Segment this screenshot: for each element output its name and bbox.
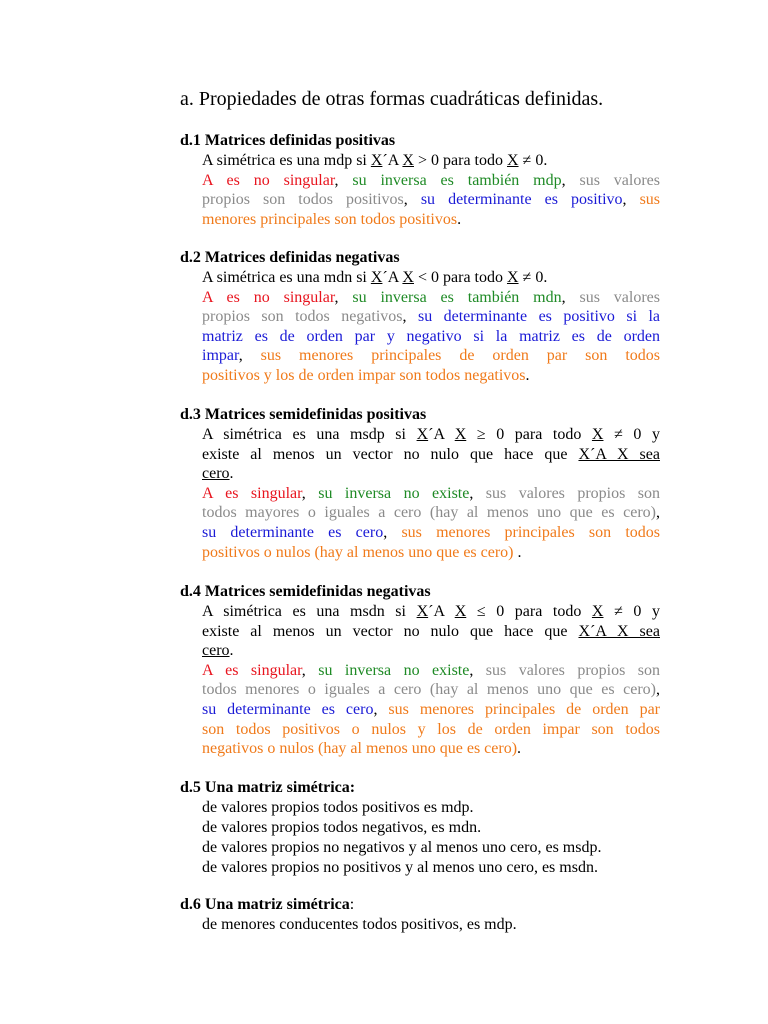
section-body [202,915,660,935]
text: > 0 para todo [413,152,507,169]
definition-line [202,445,660,465]
section-body [202,151,660,229]
determinant-text: su determinante es positivo si la [417,308,660,326]
section-heading: d.1 Matrices definidas positivas [180,132,396,149]
minors-text: son todos positivos o nulos y los de orden impar son todos [202,720,660,738]
separator: , [301,484,319,502]
separator: , [403,191,421,209]
property-line [202,661,660,681]
text: ≤ 0 para todo [466,603,592,620]
minors-text: sus menores principales de orden par son todos [260,347,660,365]
text: ´A [428,603,455,620]
vector-x: X [416,603,429,620]
separator: , [301,661,319,679]
separator: , [622,191,640,209]
definition-line [202,268,660,288]
text: A simétrica es una mdp si [202,152,371,169]
minors-text: sus menores principales de orden par [388,700,660,718]
section-heading: d.3 Matrices semidefinidas positivas [180,406,427,423]
eigenvalues-text: todos mayores o iguales a cero (hay al menos uno que es cero) [202,504,656,522]
vector-x: X [454,426,467,443]
text: existe al menos un vector no nulo que hace que [202,622,579,640]
text: A simétrica es una msdp si [202,426,417,443]
section-d5 [180,778,660,878]
definition-line [202,622,660,642]
minors-text: menores principales son todos positivos [202,210,458,228]
vector-x: X [402,269,414,286]
minors-text: sus [639,191,661,209]
minors-text: sus menores principales son todos [401,523,661,541]
separator: , [561,171,580,189]
vector-x: X [402,152,414,169]
separator: . [525,366,530,384]
vector-x: X [591,603,604,620]
text: A simétrica es una mdn si [202,269,371,286]
section-body [202,602,660,759]
separator: , [656,504,660,522]
property-line [202,366,660,386]
eigenvalues-text: sus valores [579,171,661,189]
separator: , [469,484,486,502]
section-heading [180,895,660,915]
section-d6 [180,895,660,935]
separator: , [561,288,580,306]
separator: . [517,740,522,758]
property-line [202,720,660,740]
vector-x: X [370,152,383,169]
text: ´A [428,426,455,443]
property-line [202,680,660,700]
text: A simétrica es una msdn si [202,603,417,620]
definition-line [202,425,660,445]
section-body [202,268,660,386]
section-d1 [180,131,660,229]
list-item: de valores propios no positivos y al menos uno cero, es msdn. [202,859,598,876]
singularity-text: A es no singular [202,171,335,189]
inverse-text: su inversa no existe [318,661,470,679]
separator: , [656,681,660,699]
property-line [202,346,660,366]
property-line [202,210,660,230]
section-heading: d.5 Una matriz simétrica: [180,779,356,796]
separator: . [513,543,522,561]
property-line [202,484,660,504]
section-d4 [180,582,660,759]
property-line [202,307,660,327]
heading-text: d.6 Una matriz simétrica [180,896,350,913]
property-line [202,327,660,347]
property-line [202,543,660,563]
determinant-text: matriz es de orden par y negativo si la matriz es de orden [202,327,660,345]
separator: , [402,308,418,326]
list-item: de valores propios todos positivos es mdp. [202,799,474,816]
eigenvalues-text: sus valores propios son [485,484,661,502]
determinant-text: su determinante es cero [202,523,384,541]
section-heading: d.4 Matrices semidefinidas negativas [180,583,431,600]
singularity-text: A es singular [202,661,302,679]
property-line [202,171,660,191]
separator: , [334,171,353,189]
underlined-text: X´A X sea [578,445,660,463]
underlined-text: cero [202,465,230,483]
text: < 0 para todo [413,269,507,286]
section-d2 [180,248,660,386]
vector-x: X [416,426,429,443]
property-line [202,523,660,543]
text: ≥ 0 para todo [466,426,592,443]
property-line [202,739,660,759]
list-item: de valores propios todos negativos, es mdn. [202,819,482,836]
inverse-text: su inversa es también mdn [352,288,562,306]
list-item: de valores propios no negativos y al menos uno cero, es msdp. [202,839,602,856]
page-title: a. Propiedades de otras formas cuadráticas definidas. [180,88,604,110]
section-d3 [180,405,660,562]
section-body [202,798,660,878]
underlined-text: X´A X sea [578,622,660,640]
definition-line [202,151,660,171]
property-line [202,288,660,308]
section-body [202,425,660,562]
vector-x: X [506,269,519,286]
determinant-text: su determinante es positivo [420,191,623,209]
separator: , [383,523,402,541]
definition-line [202,602,660,622]
text: existe al menos un vector no nulo que hace que [202,445,579,463]
separator: , [469,661,486,679]
vector-x: X [454,603,467,620]
singularity-text: A es singular [202,484,302,502]
minors-text: positivos o nulos (hay al menos uno que es cero) [202,543,514,561]
vector-x: X [591,426,604,443]
separator: . [457,210,462,228]
text: ´A [382,152,403,169]
text: ´A [382,269,403,286]
separator: , [373,700,389,718]
property-line [202,700,660,720]
text: ≠ 0 y [603,603,660,620]
determinant-text: impar [202,347,239,365]
text: ≠ 0. [518,269,548,286]
determinant-text: su determinante es cero [202,700,374,718]
separator: , [334,288,353,306]
separator: . [229,465,234,483]
definition-line [202,464,660,484]
eigenvalues-text: sus valores propios son [485,661,661,679]
eigenvalues-text: sus valores [579,288,661,306]
separator: , [238,347,261,365]
inverse-text: su inversa no existe [318,484,470,502]
text: ≠ 0 y [603,426,660,443]
eigenvalues-text: propios son todos positivos [202,191,404,209]
property-line [202,503,660,523]
property-line [202,190,660,210]
underlined-text: cero [202,642,230,660]
minors-text: negativos o nulos (hay al menos uno que es cero) [202,740,518,758]
vector-x: X [506,152,519,169]
singularity-text: A es no singular [202,288,335,306]
definition-line [202,641,660,661]
eigenvalues-text: todos menores o iguales a cero (hay al menos uno que es cero) [202,681,656,699]
text: ≠ 0. [518,152,548,169]
minors-text: positivos y los de orden impar son todos negativos [202,366,526,384]
vector-x: X [370,269,383,286]
inverse-text: su inversa es también mdp [352,171,562,189]
heading-colon: : [349,896,355,913]
list-item: de menores conducentes todos positivos, es mdp. [202,916,517,933]
eigenvalues-text: propios son todos negativos [202,308,403,326]
section-heading: d.2 Matrices definidas negativas [180,249,400,266]
separator: . [229,642,234,660]
